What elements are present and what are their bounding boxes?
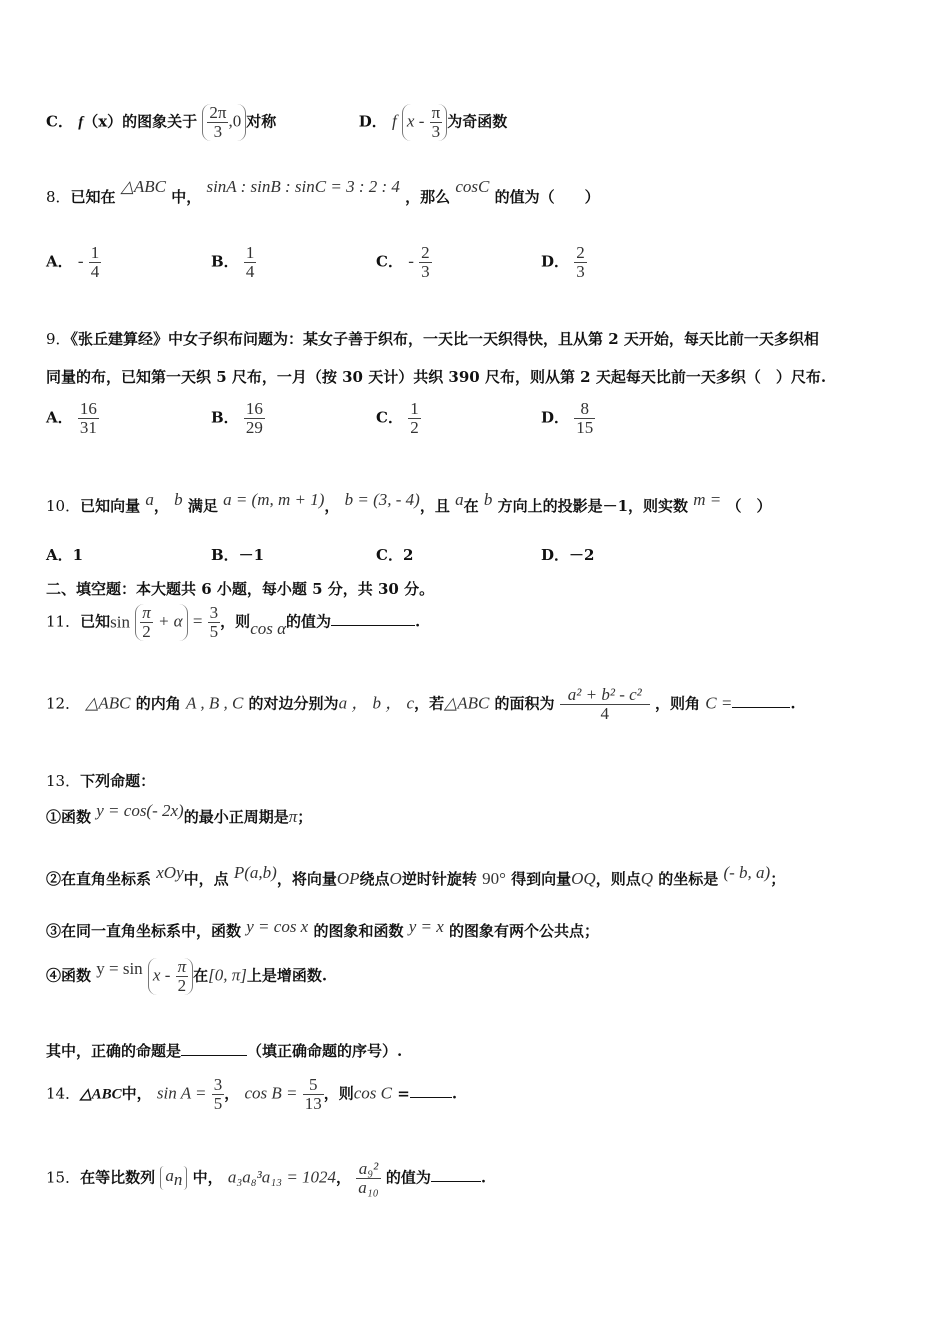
q8-text: 已知在 [70,188,116,206]
q7-d-label: D． [358,112,387,131]
question-12 [46,686,910,723]
q7-c-tail: 对称 [246,112,277,131]
q13-p4-arg: x - $\frac{\pi}{2}$ [148,958,193,995]
q10-text6: （ ） [726,497,772,515]
q13-answer-blank[interactable] [181,1054,247,1056]
q13-p3-lead: ③在同一直角坐标系中，函数 [46,922,242,940]
question-14 [46,1076,910,1113]
q13-p4-y: y = sin [96,959,143,979]
q13-p1-end: ； [297,808,313,826]
q14-cos-b: cos B = [244,1083,298,1103]
q13-p4-t2: 上是增函数. [246,966,328,985]
q12-triangle: △ABC [85,693,131,713]
q13-p2-t2: ，将向量 [276,870,337,888]
q11-number: 11． [46,612,81,631]
q13-p4-interval: [0, π] [208,965,247,985]
q10-text1: 已知向量 [80,497,141,515]
q7-d-f: f [391,111,397,131]
q13-p2-q: Q [640,869,653,888]
q11-arg: $\frac{\pi}{2}$ + α [135,604,187,641]
q9-text1: 《张丘建算经》中女子织布问题为：某女子善于织布，一天比一天织得快，且从第 2 天开始，每天比前一天多织相 [70,330,819,348]
q10-option-a[interactable]: A．1 [46,546,84,564]
q14-sin-a: sin A = [156,1083,207,1103]
q14-number: 14． [46,1084,81,1103]
question-10: 10．已知向量 a， b 满足 a = (m, m + 1)， b = (3, - 4)，且 a在 b 方向上的投影是－1，则实数 m = （ ） [46,490,772,515]
q13-p2-t6: ，则点 [595,870,641,888]
q14-cos-b-value: $\frac{5}{13}$ [304,1075,322,1113]
q12-triangle-2: △ABC [444,693,490,713]
q14-triangle: △ABC [80,1086,122,1103]
q13-p2-coord: (- b, a) [723,863,771,882]
q13-title: 下列命题： [80,772,156,790]
q8-option-a[interactable]: A． - $\frac{1}{4}$ [46,243,100,281]
q14-comma: ， [224,1084,240,1103]
q13-p1-lead: ①函数 [46,808,92,826]
q12-text3: ，若 [414,694,445,713]
q7-options [46,104,910,141]
q13-p1-tail: 的最小正周期是 [183,808,289,826]
q8-ratio: sinA : sinB : sinC = 3 : 2 : 4 [206,177,400,196]
question-9-line2 [46,366,910,387]
q13-proposition-4 [46,958,910,995]
q13-p2-t3: 绕点 [359,870,390,888]
q10-option-b[interactable]: B．－1 [211,546,265,564]
q8-option-b[interactable]: B． $\frac{1}{4}$ [211,243,255,281]
q8-number: 8． [46,188,71,206]
section-2-heading: 二、填空题：本大题共 6 小题，每小题 5 分，共 30 分。 [46,580,435,598]
question-11 [46,604,910,641]
q13-answer-text: 其中，正确的命题是 [46,1042,182,1060]
q7-c-f: f [78,114,84,131]
q13-p1-math: y = cos(- 2x) [96,801,184,820]
q13-number: 13． [46,772,81,790]
q15-text1: 在等比数列 [80,1168,156,1187]
q13-p3-t2: 的图象有两个公共点； [449,922,600,940]
q9-option-b[interactable]: B． $\frac{16}{29}$ [211,399,263,437]
q13-p2-t5: 得到向量 [511,870,572,888]
q15-answer-blank[interactable] [431,1180,481,1182]
q13-p2-o: O [389,869,402,888]
q13-p2-deg: 90° [482,869,506,888]
q14-text1: 中， [121,1084,152,1103]
q8-triangle: △ABC [120,177,166,196]
q8-option-d[interactable]: D． $\frac{2}{3}$ [541,243,585,281]
q15-text2: 中， [192,1168,223,1187]
q8-text2: 中， [171,188,202,206]
question-9-line1 [46,328,910,349]
q8-text4: 的值为（ ） [494,188,600,206]
q7-c-label: C． [46,112,73,131]
q13-proposition-2 [46,863,910,889]
q12-answer-blank[interactable] [732,706,790,708]
q12-area: $\frac{\text{a² + b² - c²}}{4}$ [560,686,650,723]
q14-dot: . [451,1084,458,1103]
q10-vector-b: b [174,490,183,509]
q15-product: a₃a₈³a₁₃ = 1024 [227,1167,337,1187]
q11-equals: = [192,611,203,631]
q14-text2: ，则 [323,1084,354,1103]
q10-option-c[interactable]: C．2 [376,546,414,564]
q11-value: $\frac{3}{5}$ [209,603,219,641]
q11-sin: sin [110,612,130,632]
q14-cos-c: cos C [353,1083,393,1103]
q10-vector-a: a [145,490,154,509]
q10-number: 10． [46,497,81,515]
q13-p4-lead: ④函数 [46,966,92,985]
q10-a-value: a = (m, m + 1) [223,490,325,509]
q10-text5: 方向上的投影是－1，则实数 [497,497,689,515]
q13-p2-point: P(a,b) [233,863,277,882]
q15-fraction: $\frac{\text{a₉²}}{\text{a₁₀}}$ [358,1159,379,1197]
q15-dot: . [480,1168,487,1187]
q11-dot: . [415,612,421,631]
q15-comma: ， [336,1168,352,1187]
q12-number: 12． [46,694,81,713]
q15-text3: 的值为 [385,1168,431,1187]
q13-p2-lead: ②在直角坐标系 [46,870,152,888]
q10-text4: 在 [463,497,479,515]
q7-c-text: （x）的图象关于 [83,112,198,131]
q9-number: 9． [46,330,71,348]
q7-c-point: $\frac{2\pi}{3}$ ,0 [202,104,246,141]
q8-option-c[interactable]: C． - $\frac{2}{3}$ [376,243,430,281]
q8-cosc: cosC [455,177,490,196]
q12-sides: a ， b ， c [338,693,415,713]
q7-d-arg: x - $\frac{\pi}{3}$ [402,104,447,141]
q10-m: m = [693,490,722,509]
q14-equals: = [397,1084,410,1103]
question-8 [46,177,910,207]
q10-text3: ，且 [419,497,450,515]
q7-d-tail: 为奇函数 [447,112,508,131]
q14-answer-blank[interactable] [410,1096,452,1098]
q12-c: C = [705,693,733,713]
q11-text1: 已知 [80,612,111,631]
q11-cos-alpha: cos α [250,619,287,639]
q11-answer-blank[interactable] [331,624,415,626]
q15-sequence: $a_n$ [160,1166,187,1190]
q12-dot: . [790,694,796,713]
q9-option-a[interactable]: A． $\frac{16}{31}$ [46,399,97,437]
q13-p3-t1: 的图象和函数 [313,922,404,940]
q13-p3-math1: y = cos x [246,917,309,936]
q13-p2-end: ； [770,870,786,888]
q13-p2-oq: OQ [571,869,596,888]
q13-p2-t4: 逆时针旋转 [401,870,477,888]
q8-text3: ，那么 [405,188,451,206]
question-15 [46,1160,910,1197]
q13-proposition-1 [46,801,910,827]
q13-p2-op: OP [336,869,360,888]
q7-c-frac: $\frac{2\pi}{3}$ [209,103,227,141]
q12-angles: A , B , C [186,693,244,713]
q10-text2: 满足 [187,497,218,515]
q11-text3: 的值为 [286,612,332,631]
q13-p2-t1: 中，点 [183,870,229,888]
q13-answer [46,1040,910,1061]
q9-option-d[interactable]: D． $\frac{8}{15}$ [541,399,594,437]
q13-proposition-3 [46,917,910,941]
q10-option-d[interactable]: D．－2 [541,546,595,564]
q9-text2: 同量的布，已知第一天织 5 尺布，一月（按 30 天计）共织 390 尺布，则从第 2 天起每天比前一天多织（ ）尺布. [46,368,827,386]
q12-text2: 的对边分别为 [248,694,339,713]
q11-text2: ，则 [220,612,251,631]
q13-p2-t7: 的坐标是 [658,870,719,888]
question-13-title [46,770,910,791]
q10-vector-a-2: a [455,490,464,509]
q15-number: 15． [46,1168,81,1187]
q12-text4: 的面积为 [494,694,555,713]
q13-p2-xoy: xOy [156,863,184,882]
q12-text1: 的内角 [135,694,181,713]
q10-b-value: b = (3, - 4) [344,490,420,509]
q10-comma: ， [153,497,169,515]
q13-p1-pi: π [288,807,298,826]
q13-p3-math2: y = x [408,917,444,936]
q10-vector-b-2: b [483,490,493,509]
q14-sin-a-value: $\frac{3}{5}$ [213,1075,223,1113]
q13-p4-t1: 在 [193,966,209,985]
q13-answer-tail: （填正确命题的序号）. [247,1042,403,1060]
q9-option-c[interactable]: C． $\frac{1}{2}$ [376,399,419,437]
q12-text5: ，则角 [655,694,701,713]
